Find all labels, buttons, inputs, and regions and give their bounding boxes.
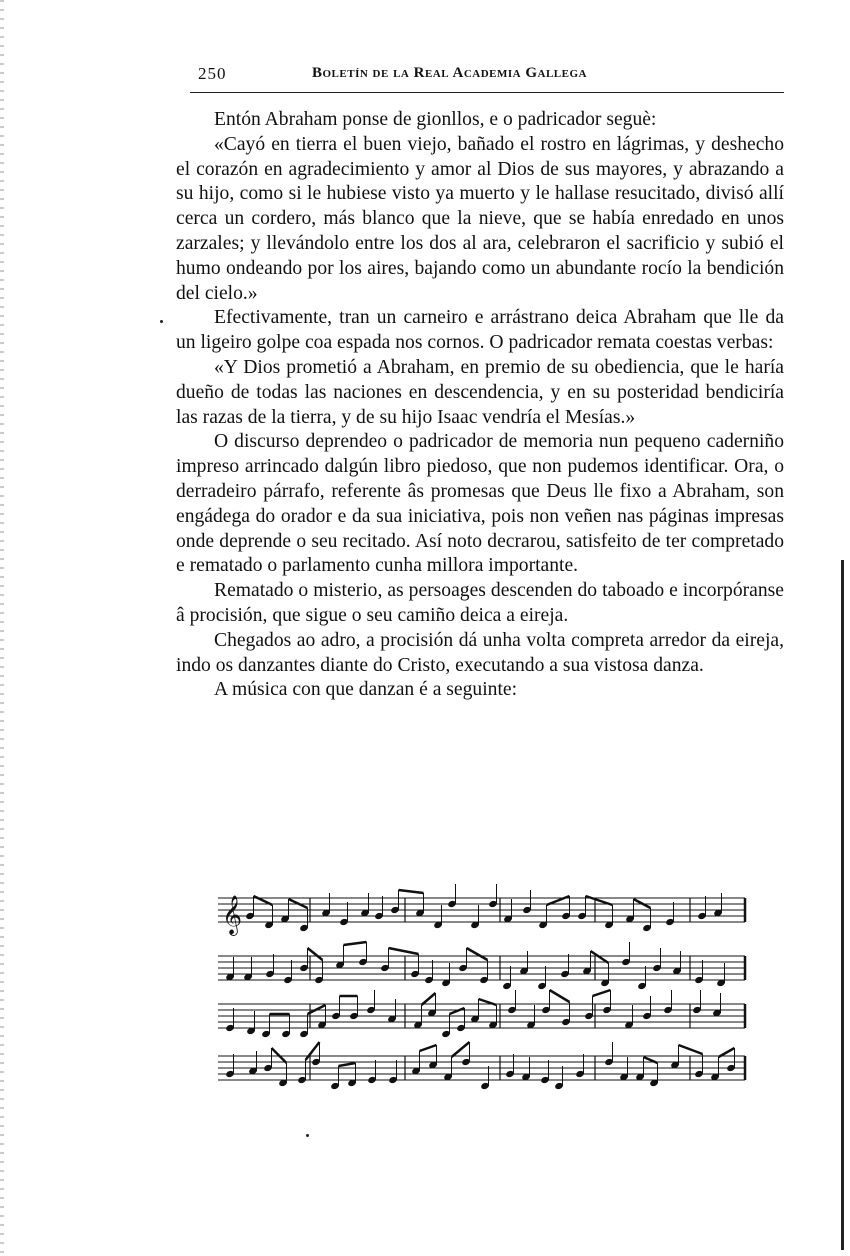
treble-clef-icon: 𝄞 — [222, 895, 243, 935]
paragraph: «Cayó en tierra el buen viejo, bañado el rostro en lágrimas, y deshecho el corazón en agradecimiento y amor al Dios de sus mayores, y abrazando a su hijo, como si le hubiese visto ya muerto y le hallase resucitado, divisó allí cerca un cordero, más blanco que la nieve, que se había enredado en unos zarzales; y llevándolo entre los dos al ara, celebraron el sacrificio y subió el humo ondeando por los aires, bajando como un abundante rocío la bendición del cielo.» — [176, 133, 784, 304]
note-beam — [420, 1045, 437, 1051]
paragraph: Chegados ao adro, a procisión dá unha volta compreta arredor da eireja, indo os danzantes diante do Cristo, executando a sua vistosa danza. — [176, 629, 784, 676]
note-beam — [339, 1063, 356, 1066]
note-beam — [422, 993, 436, 1005]
ink-speck — [306, 1134, 309, 1137]
note-beam — [679, 1045, 703, 1054]
note-beam — [593, 990, 611, 996]
paragraph: Rematado o misterio, as persoages descenden do taboado e incorpóranse â procisión, que sigue o seu camiño deica a eireja. — [176, 580, 784, 626]
paragraph: Entón Abraham ponse de gionllos, e o padricador seguè: — [214, 109, 657, 130]
music-score — [200, 878, 760, 1118]
note-beam — [550, 990, 570, 1002]
note-beam — [389, 948, 419, 954]
page-edge-shadow — [0, 0, 4, 1256]
ink-speck — [160, 320, 163, 323]
paragraph: «Y Dios prometió a Abraham, en premio de su obediencia, que le haría dueño de todas las naciones en descendencia, y en su posteridad bendiciría las razas de la tierra, y de su hijo Isaac vendría el Mesías.» — [176, 356, 784, 428]
paragraph: A música con que danzan é a seguinte: — [214, 679, 518, 701]
note-beam — [467, 948, 488, 960]
music-score-svg — [200, 878, 760, 1118]
note-beam — [344, 942, 367, 945]
paragraph: Efectivamente, tran un carneiro e arrástrano deica Abraham que lle da un ligeiro golpe coa espada nos cornos. O padricador remata coestas verbas: — [176, 307, 784, 354]
page-header — [190, 62, 790, 86]
note-beam — [306, 1042, 320, 1060]
note-beam — [399, 890, 424, 893]
note-beam — [450, 1008, 465, 1014]
paragraph: O discurso deprendeo o padricador de memoria nun pequeno caderniño impreso arrincado dalgún libro piedoso, que non pudemos identificar. Ora, o derradeiro párrafo, referente âs promesas que Deus lle fixo a Abraham, son engádega do orador e da sua iniciativa, pois non veñen nas páginas impresas onde deprende o seu recitado. Así noto decrarou, satisfeito de ter compretado e rematado o parlamento cunha millora importante. — [176, 431, 784, 577]
body-text — [176, 108, 784, 703]
note-beam — [452, 1042, 470, 1057]
page-number: 250 — [198, 64, 227, 83]
running-title: Boletín de la Real Academia Gallega — [312, 65, 587, 81]
header-rule — [190, 92, 784, 93]
note-beam — [591, 951, 609, 963]
binding-edge — [841, 560, 844, 1250]
